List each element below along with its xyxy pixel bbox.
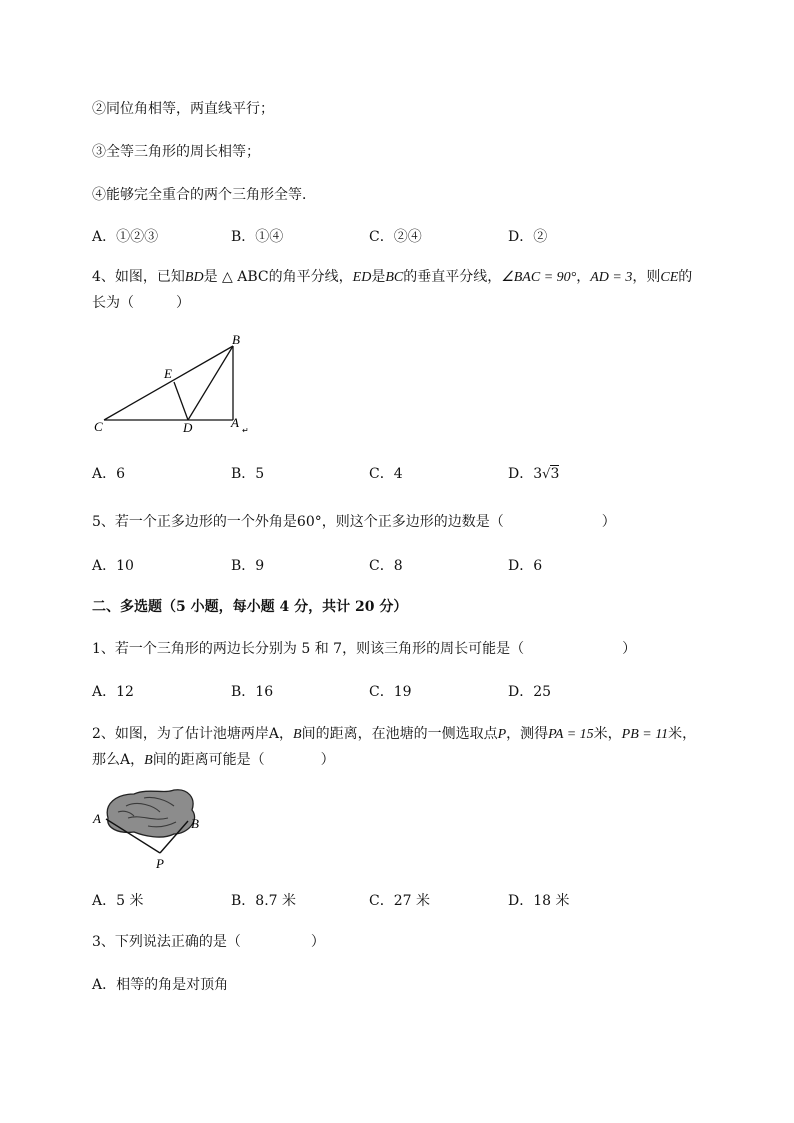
label-d: D <box>183 420 193 435</box>
label-a: A <box>231 415 239 430</box>
m2-stem-line2: 那么A，B间的距离可能是（ ） <box>92 752 335 768</box>
ad-value: AD = 3 <box>590 270 633 285</box>
q4-stem-line2: 长为（ ） <box>92 295 190 311</box>
m1-stem: 1、若一个三角形的两边长分别为 5 和 7，则该三角形的周长可能是（ ） <box>92 641 637 657</box>
q4-option-b: B．5 <box>231 466 265 482</box>
q5-stem: 5、若一个正多边形的一个外角是60°，则这个正多边形的边数是（ ） <box>92 514 616 530</box>
q3-option-c: C．②④ <box>369 229 422 245</box>
q3-option-b: B．①④ <box>231 229 284 245</box>
label-p: P <box>156 856 164 871</box>
m3-option-a: A．相等的角是对顶角 <box>92 977 229 993</box>
label-c: C <box>94 419 103 434</box>
m1-option-c: C．19 <box>369 684 412 700</box>
label-b: B <box>232 332 240 347</box>
q3-option-a: A．①②③ <box>92 229 159 245</box>
statement-3: ③全等三角形的周长相等； <box>92 144 260 160</box>
segment-ce: CE <box>660 270 679 285</box>
pa-value: PA = 15 <box>548 727 594 742</box>
q4-option-a: A．6 <box>92 466 126 482</box>
m2-options <box>92 892 692 910</box>
q5-option-c: C．8 <box>369 558 403 574</box>
segment-ed: ED <box>352 270 372 285</box>
pond-figure <box>88 782 218 874</box>
segment-bd: BD <box>184 270 204 285</box>
label-b: B <box>191 816 199 831</box>
q4-stem-line1: 4、如图，已知BD是 △ ABC的角平分线，ED是BC的垂直平分线，∠BAC = 90°，AD = 3，则CE的 <box>92 269 693 285</box>
q5-option-d: D．6 <box>508 558 543 574</box>
m2-option-d: D．18 米 <box>508 893 570 909</box>
pond-shape <box>107 790 194 837</box>
radicand: 3 <box>550 466 560 482</box>
q5-options <box>92 557 692 575</box>
m1-options <box>92 683 692 701</box>
sqrt-icon: √ <box>542 467 551 482</box>
pb-value: PB = 11 <box>621 727 669 742</box>
m1-option-d: D．25 <box>508 684 552 700</box>
radical-coefficient: 3 <box>533 466 543 482</box>
angle-bac: ∠BAC = 90° <box>501 270 577 285</box>
q4-options <box>92 465 692 483</box>
label-e: E <box>164 366 172 381</box>
q3-option-d: D．② <box>508 229 548 245</box>
m3-stem: 3、下列说法正确的是（ ） <box>92 934 325 950</box>
m2-option-c: C．27 米 <box>369 893 430 909</box>
m2-stem-line1: 2、如图，为了估计池塘两岸A，B间的距离，在池塘的一侧选取点P，测得PA = 15米，PB = 11米， <box>92 726 697 742</box>
m1-option-b: B．16 <box>231 684 274 700</box>
q3-options <box>92 228 692 246</box>
statement-2: ②同位角相等，两直线平行； <box>92 101 274 117</box>
q4-triangle-figure <box>88 328 258 440</box>
statement-4: ④能够完全重合的两个三角形全等． <box>92 187 316 203</box>
label-a: A <box>93 811 101 826</box>
m2-option-b: B．8.7 米 <box>231 893 297 909</box>
section-heading: 二、多选题（5 小题，每小题 4 分，共计 20 分） <box>92 599 408 615</box>
q5-option-a: A．10 <box>92 558 134 574</box>
segment-bc: BC <box>385 270 404 285</box>
paragraph-mark: ↵ <box>242 426 249 435</box>
q5-option-b: B．9 <box>231 558 265 574</box>
m2-option-a: A．5 米 <box>92 893 144 909</box>
q4-option-c: C．4 <box>369 466 403 482</box>
q4-option-d: D．3√3 <box>508 466 560 482</box>
m1-option-a: A．12 <box>92 684 134 700</box>
